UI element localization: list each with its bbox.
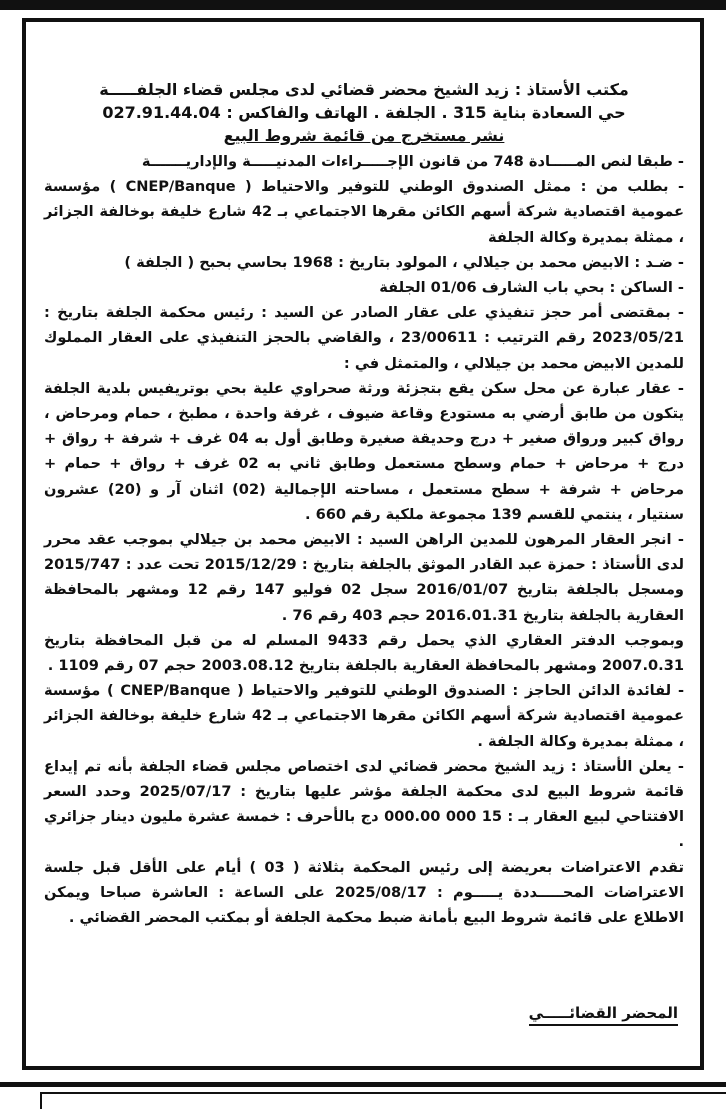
notice-title: نشر مستخرج من قائمة شروط البيع <box>223 126 505 145</box>
legal-basis-paragraph: - طبقا لنص المـــــادة 748 من قانون الإجـــــراءات المدنيـــــة والإداريـــــــة <box>141 153 684 170</box>
next-notice-frame-edge <box>40 1092 726 1109</box>
property-description-paragraph: - عقار عبارة عن محل سكن يقع بتجزئة ورثة صحراوي علية بحي بوتريفيس بلدية الجلفة يتكون من طابق أرضي به مستودع وقاعة ضيوف ، غرفة واحدة ، مطبخ ، حمام ومرحاض ، رواق كبير ورواق صغير + درج وحديقة صغيرة وطابق أول به 04 غرف + شرفة + رواق + درج + مرحاض + حمام وسطح مستعمل وطابق ثاني به 02 غرف + رواق + حمام + مرحاض + شرفة + سطح مستعمل ، مساحته الإجمالية (02) اثنان آر و (20) عشرون سنتيار ، ينتمي للقسم 139 مجموعة ملكية رقم 660 . <box>44 379 685 523</box>
notice-body <box>44 78 684 930</box>
ownership-deed-paragraph: - انجر العقار المرهون للمدين الراهن السيد : الابيض محمد بن جيلالي بموجب عقد محرر لدى الأستاذ : حمزة عبد القادر الموثق بالجلفة بتاريخ : 2015/12/29 تحت عدد : 2015/747 ومسجل بالجلفة بتاريخ 2016/01/07 سجل 02 فوليو 147 رقم 12 ومشهر بالمحافظة العقارية بالجلفة بتاريخ 2016.01.31 حجم 403 رقم 76 . <box>44 531 684 624</box>
requester-paragraph: - بطلب من : ممثل الصندوق الوطني للتوفير والاحتياط ( CNEP/Banque ) مؤسسة عمومية اقتصادية شركة أسهم الكائن مقرها الاجتماعي بـ 42 شارع خليفة بوخالفة الجزائر ، ممثلة بمديرة وكالة الجلفة <box>44 178 685 246</box>
debtor-paragraph: - ضـد : الابيض محمد بن جيلالي ، المولود بتاريخ : 1968 بحاسي بحبح ( الجلفة ) <box>124 253 684 271</box>
bailiff-signature: المحضر القضائـــــي <box>529 1004 678 1026</box>
land-register-paragraph: وبموجب الدفتر العقاري الذي يحمل رقم 9433 المسلم له من قبل المحافظة بتاريخ 2007.0.31 ومشهر بالمحافظة العقارية بالجلفة بتاريخ 2003.08.12 حجم 07 رقم 1109 . <box>44 631 684 675</box>
office-address: حي السعادة بناية 315 . الجلفة . الهاتف والفاكس : 027.91.44.04 <box>102 103 626 122</box>
notice-frame <box>22 18 704 1070</box>
creditor-paragraph: - لفائدة الدائن الحاجز : الصندوق الوطني للتوفير والاحتياط ( CNEP/Banque ) مؤسسة عمومية اقتصادية شركة أسهم الكائن مقرها الاجتماعي بـ 42 شارع خليفة بوخالفة الجزائر ، ممثلة بمديرة وكالة الجلفة . <box>44 682 684 750</box>
announcement-paragraph: - يعلن الأستاذ : زيد الشيخ محضر قضائي لدى اختصاص مجلس قضاء الجلفة بأنه تم إيداع قائمة شروط البيع لدى محكمة الجلفة مؤشر عليها بتاريخ : 2025/07/17 وحدد السعر الافتتاحي لبيع العقار بـ : 15 000 000.00 دج بالأحرف : خمسة عشرة مليون دينار جزائري . <box>44 757 685 851</box>
objections-paragraph: تقدم الاعتراضات بعريضة إلى رئيس المحكمة بثلاثة ( 03 ) أيام على الأقل قبل جلسة الاعتراضات المحـــــددة يـــــوم : 2025/08/17 على الساعة : العاشرة صباحا ويمكن الاطلاع على قائمة شروط البيع بأمانة ضبط محكمة الجلفة أو بمكتب المحضر القضائي . <box>44 858 684 927</box>
residence-paragraph: - الساكن : بحي باب الشارف 01/06 الجلفة <box>379 279 684 297</box>
office-name: مكتب الأستاذ : زيد الشيخ محضر قضائي لدى مجلس قضاء الجلفـــــة <box>99 80 629 99</box>
seizure-order-paragraph: - بمقتضى أمر حجز تنفيذي على عقار الصادر عن السيد : رئيس محكمة الجلفة بتاريخ : 2023/05/21 رقم الترتيب : 23/00611 ، والقاضي بالحجز التنفيذي على العقار المملوك للمدين الابيض محمد بن جيلالي ، والمتمثل في : <box>44 304 684 372</box>
bottom-border-rule <box>0 1082 726 1087</box>
top-border-rule <box>0 0 726 10</box>
